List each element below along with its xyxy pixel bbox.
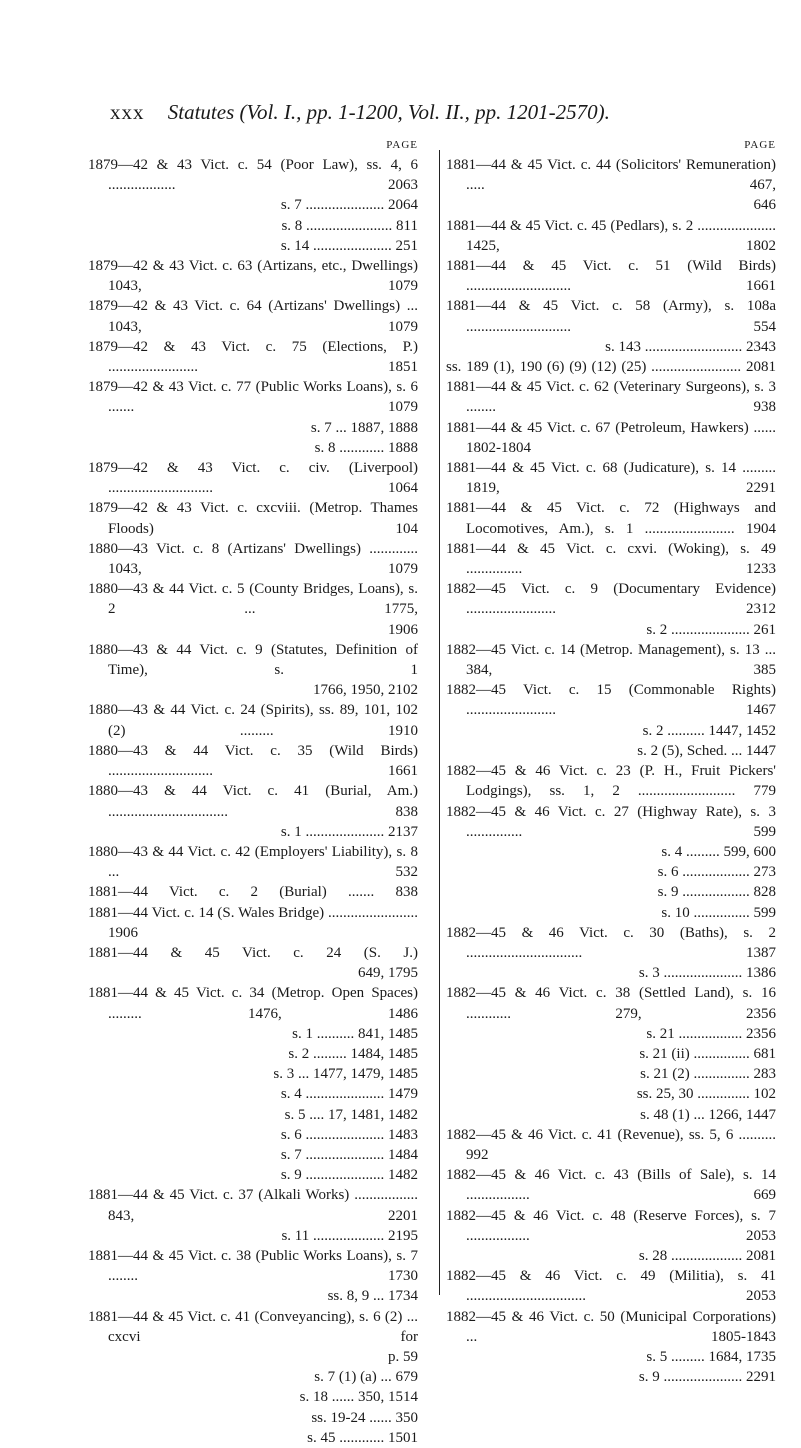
index-entry: 1879—42 & 43 Vict. c. 77 (Public Works Loans), s. 6 ....... 1079 <box>88 379 418 416</box>
index-entry: 1882—45 & 46 Vict. c. 30 (Baths), s. 2 ............................... 1387 <box>446 924 776 961</box>
index-subentry: s. 9 ..................... 1482 <box>280 1167 418 1184</box>
index-subentry: s. 18 ...... 350, 1514 <box>299 1389 418 1406</box>
index-subentry: s. 7 ... 1887, 1888 <box>310 419 418 436</box>
index-entry: 1881—44 & 45 Vict. c. cxvi. (Woking), s. 49 ............... 1233 <box>446 540 776 578</box>
index-entry: 1880—43 & 44 Vict. c. 5 (County Bridges, Loans), s. 2 ... 1775, <box>88 581 418 618</box>
index-subentry: s. 9 ..................... 2291 <box>638 1369 776 1386</box>
index-subentry: s. 6 .................. 273 <box>657 864 776 881</box>
index-subentry: s. 1 ..................... 2137 <box>280 823 418 840</box>
right-column <box>446 135 776 1387</box>
index-subentry: s. 11 ................... 2195 <box>281 1227 418 1244</box>
index-entry: 1879—42 & 43 Vict. c. civ. (Liverpool) ............................ 1064 <box>88 460 418 497</box>
index-entry: 1881—44 & 45 Vict. c. 41 (Conveyancing), s. 6 (2) ... cxcvi for <box>88 1308 418 1345</box>
index-entry: 1882—45 & 46 Vict. c. 50 (Municipal Corporations) ... 1805-1843 <box>446 1308 776 1345</box>
index-subentry: s. 21 (2) ............... 283 <box>640 1066 776 1083</box>
index-subentry: s. 4 ..................... 1479 <box>280 1086 418 1103</box>
page-number: xxx <box>110 100 145 124</box>
index-entry: 1882—45 & 46 Vict. c. 41 (Revenue), ss. 5, 6 .......... 992 <box>446 1126 776 1163</box>
index-subentry: 646 <box>753 197 776 214</box>
index-entry: 1881—44 & 45 Vict. c. 72 (Highways and Locomotives, Am.), s. 1 ........................ 1904 <box>446 500 776 537</box>
index-entry: ss. 189 (1), 190 (6) (9) (12) (25) ........................ 2081 <box>446 359 776 376</box>
index-subentry: s. 4 ......... 599, 600 <box>661 843 776 860</box>
index-subentry: s. 2 ..................... 261 <box>646 621 776 638</box>
running-header <box>110 100 610 125</box>
index-subentry: s. 28 ................... 2081 <box>638 1247 776 1264</box>
running-title: Statutes (Vol. I., pp. 1-1200, Vol. II., pp. 1201-2570). <box>167 100 610 124</box>
index-subentry: s. 143 .......................... 2343 <box>605 338 776 355</box>
index-entry: 1882—45 & 46 Vict. c. 48 (Reserve Forces), s. 7 ................. 2053 <box>446 1207 776 1244</box>
index-subentry: s. 10 ............... 599 <box>661 904 776 921</box>
index-entry: 1880—43 & 44 Vict. c. 35 (Wild Birds) ............................ 1661 <box>88 742 418 780</box>
index-subentry: s. 6 ..................... 1483 <box>280 1126 418 1143</box>
left-column <box>88 135 418 1448</box>
index-entry: 1882—45 Vict. c. 9 (Documentary Evidence) ........................ 2312 <box>446 581 776 618</box>
index-entry: 1881—44 & 45 Vict. c. 45 (Pedlars), s. 2 ..................... 1425, 1802 <box>446 217 776 254</box>
index-subentry: s. 9 .................. 828 <box>657 884 776 901</box>
index-entry: 1882—45 & 46 Vict. c. 43 (Bills of Sale), s. 14 ................. 669 <box>446 1167 776 1204</box>
index-subentry: s. 14 ..................... 251 <box>280 237 418 254</box>
index-entry: 1881—44 & 45 Vict. c. 62 (Veterinary Surgeons), s. 3 ........ 938 <box>446 379 776 416</box>
index-entry: 1880—43 & 44 Vict. c. 42 (Employers' Liability), s. 8 ... 532 <box>88 843 418 881</box>
index-entry: 1880—43 & 44 Vict. c. 24 (Spirits), ss. 89, 101, 102 (2) ......... 1910 <box>88 702 418 739</box>
index-subentry: s. 3 ... 1477, 1479, 1485 <box>273 1066 418 1083</box>
index-entry: 1880—43 Vict. c. 8 (Artizans' Dwellings) ............. 1043, 1079 <box>88 540 418 578</box>
index-subentry: s. 2 .......... 1447, 1452 <box>642 722 776 739</box>
index-entry: 1881—44 & 45 Vict. c. 38 (Public Works Loans), s. 7 ........ 1730 <box>88 1247 418 1285</box>
index-entry: 1882—45 & 46 Vict. c. 27 (Highway Rate), s. 3 ............... 599 <box>446 803 776 840</box>
index-subentry: s. 8 ............ 1888 <box>314 439 418 456</box>
column-divider <box>439 150 440 1295</box>
index-subentry: ss. 19-24 ...... 350 <box>311 1409 418 1426</box>
index-entry: 1881—44 & 45 Vict. c. 67 (Petroleum, Hawkers) ...... 1802-1804 <box>446 419 776 456</box>
index-entry: 1881—44 & 45 Vict. c. 34 (Metrop. Open Spaces) ......... 1476, 1486 <box>88 985 418 1022</box>
index-entry: 1879—42 & 43 Vict. c. 75 (Elections, P.) ........................ 1851 <box>88 338 418 376</box>
index-subentry: 649, 1795 <box>358 965 418 982</box>
index-subentry: s. 48 (1) ... 1266, 1447 <box>640 1106 776 1123</box>
index-entry: 1879—42 & 43 Vict. c. 54 (Poor Law), ss. 4, 6 .................. 2063 <box>88 157 418 194</box>
index-subentry: 1906 <box>388 621 418 638</box>
index-subentry: ss. 8, 9 ... 1734 <box>327 1288 418 1305</box>
index-entry: 1881—44 Vict. c. 2 (Burial) ....... 838 <box>88 884 418 901</box>
index-entry: 1881—44 & 45 Vict. c. 37 (Alkali Works) ................. 843, 2201 <box>88 1187 418 1224</box>
index-subentry: s. 5 ......... 1684, 1735 <box>646 1348 776 1365</box>
index-subentry: s. 1 .......... 841, 1485 <box>292 1025 418 1042</box>
index-subentry: s. 7 ..................... 1484 <box>280 1146 418 1163</box>
index-entry: 1881—44 & 45 Vict. c. 51 (Wild Birds) ............................ 1661 <box>446 258 776 295</box>
index-subentry: ss. 25, 30 .............. 102 <box>636 1086 776 1103</box>
index-entry: 1881—44 & 45 Vict. c. 44 (Solicitors' Remuneration) ..... 467, <box>446 157 776 194</box>
index-entry: 1882—45 Vict. c. 15 (Commonable Rights) ........................ 1467 <box>446 682 776 719</box>
page-column-heading: PAGE <box>744 139 776 151</box>
index-subentry: s. 21 (ii) ............... 681 <box>639 1045 776 1062</box>
index-entry: 1880—43 & 44 Vict. c. 41 (Burial, Am.) ................................ 838 <box>88 783 418 820</box>
index-subentry: s. 8 ....................... 811 <box>281 217 418 234</box>
index-entry: 1879—42 & 43 Vict. c. 63 (Artizans, etc., Dwellings) 1043, 1079 <box>88 258 418 295</box>
index-entry: 1879—42 & 43 Vict. c. 64 (Artizans' Dwellings) ... 1043, 1079 <box>88 298 418 335</box>
index-subentry: s. 2 (5), Sched. ... 1447 <box>637 742 776 759</box>
index-entry: 1882—45 & 46 Vict. c. 49 (Militia), s. 41 ................................ 2053 <box>446 1268 776 1305</box>
index-subentry: s. 3 ..................... 1386 <box>638 965 776 982</box>
index-subentry: 1766, 1950, 2102 <box>313 682 418 699</box>
index-subentry: s. 2 ......... 1484, 1485 <box>288 1045 418 1062</box>
index-subentry: s. 45 ............ 1501 <box>307 1429 418 1446</box>
index-subentry: s. 5 .... 17, 1481, 1482 <box>284 1106 418 1123</box>
index-entry: 1880—43 & 44 Vict. c. 9 (Statutes, Definition of Time), s. 1 <box>88 641 418 679</box>
index-subentry: s. 7 ..................... 2064 <box>280 197 418 214</box>
index-entry: 1882—45 & 46 Vict. c. 38 (Settled Land), s. 16 ............ 279, 2356 <box>446 985 776 1022</box>
index-entry: 1882—45 Vict. c. 14 (Metrop. Management), s. 13 ... 384, 385 <box>446 641 776 679</box>
index-entry: 1881—44 Vict. c. 14 (S. Wales Bridge) ........................ 1906 <box>88 904 418 941</box>
index-entry: 1882—45 & 46 Vict. c. 23 (P. H., Fruit Pickers' Lodgings), ss. 1, 2 .......................... 779 <box>446 763 776 800</box>
index-entry: 1881—44 & 45 Vict. c. 58 (Army), s. 108a ............................ 554 <box>446 298 776 335</box>
index-entry: 1881—44 & 45 Vict. c. 68 (Judicature), s. 14 ......... 1819, 2291 <box>446 460 776 497</box>
index-entry: 1881—44 & 45 Vict. c. 24 (S. J.) <box>88 944 418 961</box>
index-subentry: p. 59 <box>388 1348 418 1365</box>
index-subentry: s. 7 (1) (a) ... 679 <box>314 1369 418 1386</box>
page-column-heading: PAGE <box>386 139 418 151</box>
index-subentry: s. 21 ................. 2356 <box>646 1025 776 1042</box>
index-entry: 1879—42 & 43 Vict. c. cxcviii. (Metrop. Thames Floods) 104 <box>88 500 418 537</box>
